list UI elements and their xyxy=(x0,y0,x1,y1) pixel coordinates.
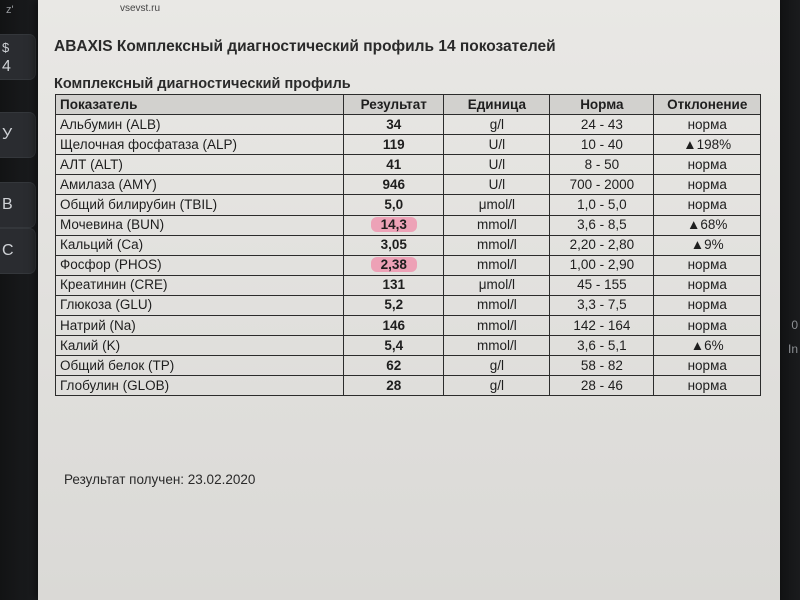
row-unit: g/l xyxy=(444,376,550,396)
row-unit: U/l xyxy=(444,175,550,195)
row-norm-range: 3,3 - 7,5 xyxy=(550,295,654,315)
row-norm-range: 2,20 - 2,80 xyxy=(550,235,654,255)
row-deviation: норма xyxy=(654,115,761,135)
row-deviation: ▲198% xyxy=(654,135,761,155)
row-result-value: 5,2 xyxy=(344,295,444,315)
row-result-value xyxy=(344,215,444,235)
table-row xyxy=(56,376,761,396)
header-deviation: Отклонение xyxy=(654,95,761,115)
row-result-value: 5,4 xyxy=(344,336,444,356)
row-indicator-name: Альбумин (ALB) xyxy=(56,115,344,135)
row-norm-range: 45 - 155 xyxy=(550,275,654,295)
row-unit: mmol/l xyxy=(444,215,550,235)
row-indicator-name: Мочевина (BUN) xyxy=(56,215,344,235)
row-norm-range: 8 - 50 xyxy=(550,155,654,175)
row-unit: g/l xyxy=(444,356,550,376)
row-unit: U/l xyxy=(444,135,550,155)
row-result-value: 3,05 xyxy=(344,235,444,255)
row-norm-range: 142 - 164 xyxy=(550,316,654,336)
row-deviation: норма xyxy=(654,175,761,195)
table-row xyxy=(56,195,761,215)
row-deviation: норма xyxy=(654,376,761,396)
row-unit: mmol/l xyxy=(444,235,550,255)
table-row xyxy=(56,316,761,336)
key-bottom-label: С xyxy=(2,242,14,259)
row-result-value: 28 xyxy=(344,376,444,396)
row-deviation: норма xyxy=(654,255,761,275)
keyboard-key xyxy=(0,112,36,158)
edge-char: 0 xyxy=(791,318,798,332)
row-indicator-name: Креатинин (CRE) xyxy=(56,275,344,295)
row-unit: mmol/l xyxy=(444,316,550,336)
keyboard-key xyxy=(0,182,36,228)
key-bottom-label: 4 xyxy=(2,58,11,75)
row-deviation: ▲9% xyxy=(654,235,761,255)
table-body xyxy=(56,115,761,396)
paper-sheet xyxy=(38,0,780,600)
edge-char: In xyxy=(787,342,798,356)
table-row xyxy=(56,336,761,356)
row-unit: g/l xyxy=(444,115,550,135)
header-norm: Норма xyxy=(550,95,654,115)
table-title: Комплексный диагностический профиль xyxy=(54,76,351,92)
keyboard-key xyxy=(0,228,36,274)
table-row xyxy=(56,295,761,315)
table-row xyxy=(56,155,761,175)
row-indicator-name: Амилаза (AMY) xyxy=(56,175,344,195)
table-row xyxy=(56,215,761,235)
table-row xyxy=(56,356,761,376)
results-table xyxy=(55,94,761,396)
table-row xyxy=(56,235,761,255)
row-unit: mmol/l xyxy=(444,336,550,356)
row-result-value: 62 xyxy=(344,356,444,376)
row-indicator-name: Общий билирубин (TBIL) xyxy=(56,195,344,215)
row-norm-range: 3,6 - 5,1 xyxy=(550,336,654,356)
row-norm-range: 58 - 82 xyxy=(550,356,654,376)
table-header-row xyxy=(56,95,761,115)
keyboard-key xyxy=(0,34,36,80)
table-row xyxy=(56,275,761,295)
keyboard-corner-label: z' xyxy=(6,4,14,16)
table-row xyxy=(56,115,761,135)
row-result-value: 946 xyxy=(344,175,444,195)
row-deviation: норма xyxy=(654,316,761,336)
row-unit: μmol/l xyxy=(444,275,550,295)
row-norm-range: 1,00 - 2,90 xyxy=(550,255,654,275)
row-unit: mmol/l xyxy=(444,255,550,275)
table-row xyxy=(56,135,761,155)
key-top-label: $ xyxy=(2,40,10,55)
row-norm-range: 24 - 43 xyxy=(550,115,654,135)
highlighted-value: 2,38 xyxy=(371,257,417,272)
site-watermark: vsevst.ru xyxy=(120,3,161,14)
key-bottom-label: У xyxy=(2,126,13,143)
row-indicator-name: Калий (K) xyxy=(56,336,344,356)
row-deviation: норма xyxy=(654,155,761,175)
row-deviation: ▲68% xyxy=(654,215,761,235)
row-result-value: 34 xyxy=(344,115,444,135)
row-deviation: норма xyxy=(654,295,761,315)
row-deviation: норма xyxy=(654,195,761,215)
row-deviation: норма xyxy=(654,356,761,376)
row-unit: μmol/l xyxy=(444,195,550,215)
row-indicator-name: Фосфор (PHOS) xyxy=(56,255,344,275)
table-row xyxy=(56,255,761,275)
document-title: ABAXIS Комплексный диагностический профиль 14 покозателей xyxy=(54,38,556,55)
result-received-date: Результат получен: 23.02.2020 xyxy=(64,472,256,487)
row-norm-range: 10 - 40 xyxy=(550,135,654,155)
row-indicator-name: Общий белок (TP) xyxy=(56,356,344,376)
row-result-value: 5,0 xyxy=(344,195,444,215)
row-indicator-name: Кальций (Ca) xyxy=(56,235,344,255)
row-deviation: норма xyxy=(654,275,761,295)
row-norm-range: 3,6 - 8,5 xyxy=(550,215,654,235)
header-indicator: Показатель xyxy=(56,95,344,115)
row-unit: U/l xyxy=(444,155,550,175)
highlighted-value: 14,3 xyxy=(371,217,417,232)
header-result: Результат xyxy=(344,95,444,115)
row-norm-range: 1,0 - 5,0 xyxy=(550,195,654,215)
row-result-value xyxy=(344,255,444,275)
row-indicator-name: Глобулин (GLOB) xyxy=(56,376,344,396)
row-indicator-name: Щелочная фосфатаза (ALP) xyxy=(56,135,344,155)
row-norm-range: 700 - 2000 xyxy=(550,175,654,195)
row-indicator-name: АЛТ (ALT) xyxy=(56,155,344,175)
row-indicator-name: Глюкоза (GLU) xyxy=(56,295,344,315)
row-unit: mmol/l xyxy=(444,295,550,315)
row-result-value: 41 xyxy=(344,155,444,175)
row-norm-range: 28 - 46 xyxy=(550,376,654,396)
row-indicator-name: Натрий (Na) xyxy=(56,316,344,336)
header-unit: Единица xyxy=(444,95,550,115)
row-result-value: 131 xyxy=(344,275,444,295)
key-bottom-label: В xyxy=(2,196,13,213)
row-deviation: ▲6% xyxy=(654,336,761,356)
row-result-value: 146 xyxy=(344,316,444,336)
row-result-value: 119 xyxy=(344,135,444,155)
table-row xyxy=(56,175,761,195)
